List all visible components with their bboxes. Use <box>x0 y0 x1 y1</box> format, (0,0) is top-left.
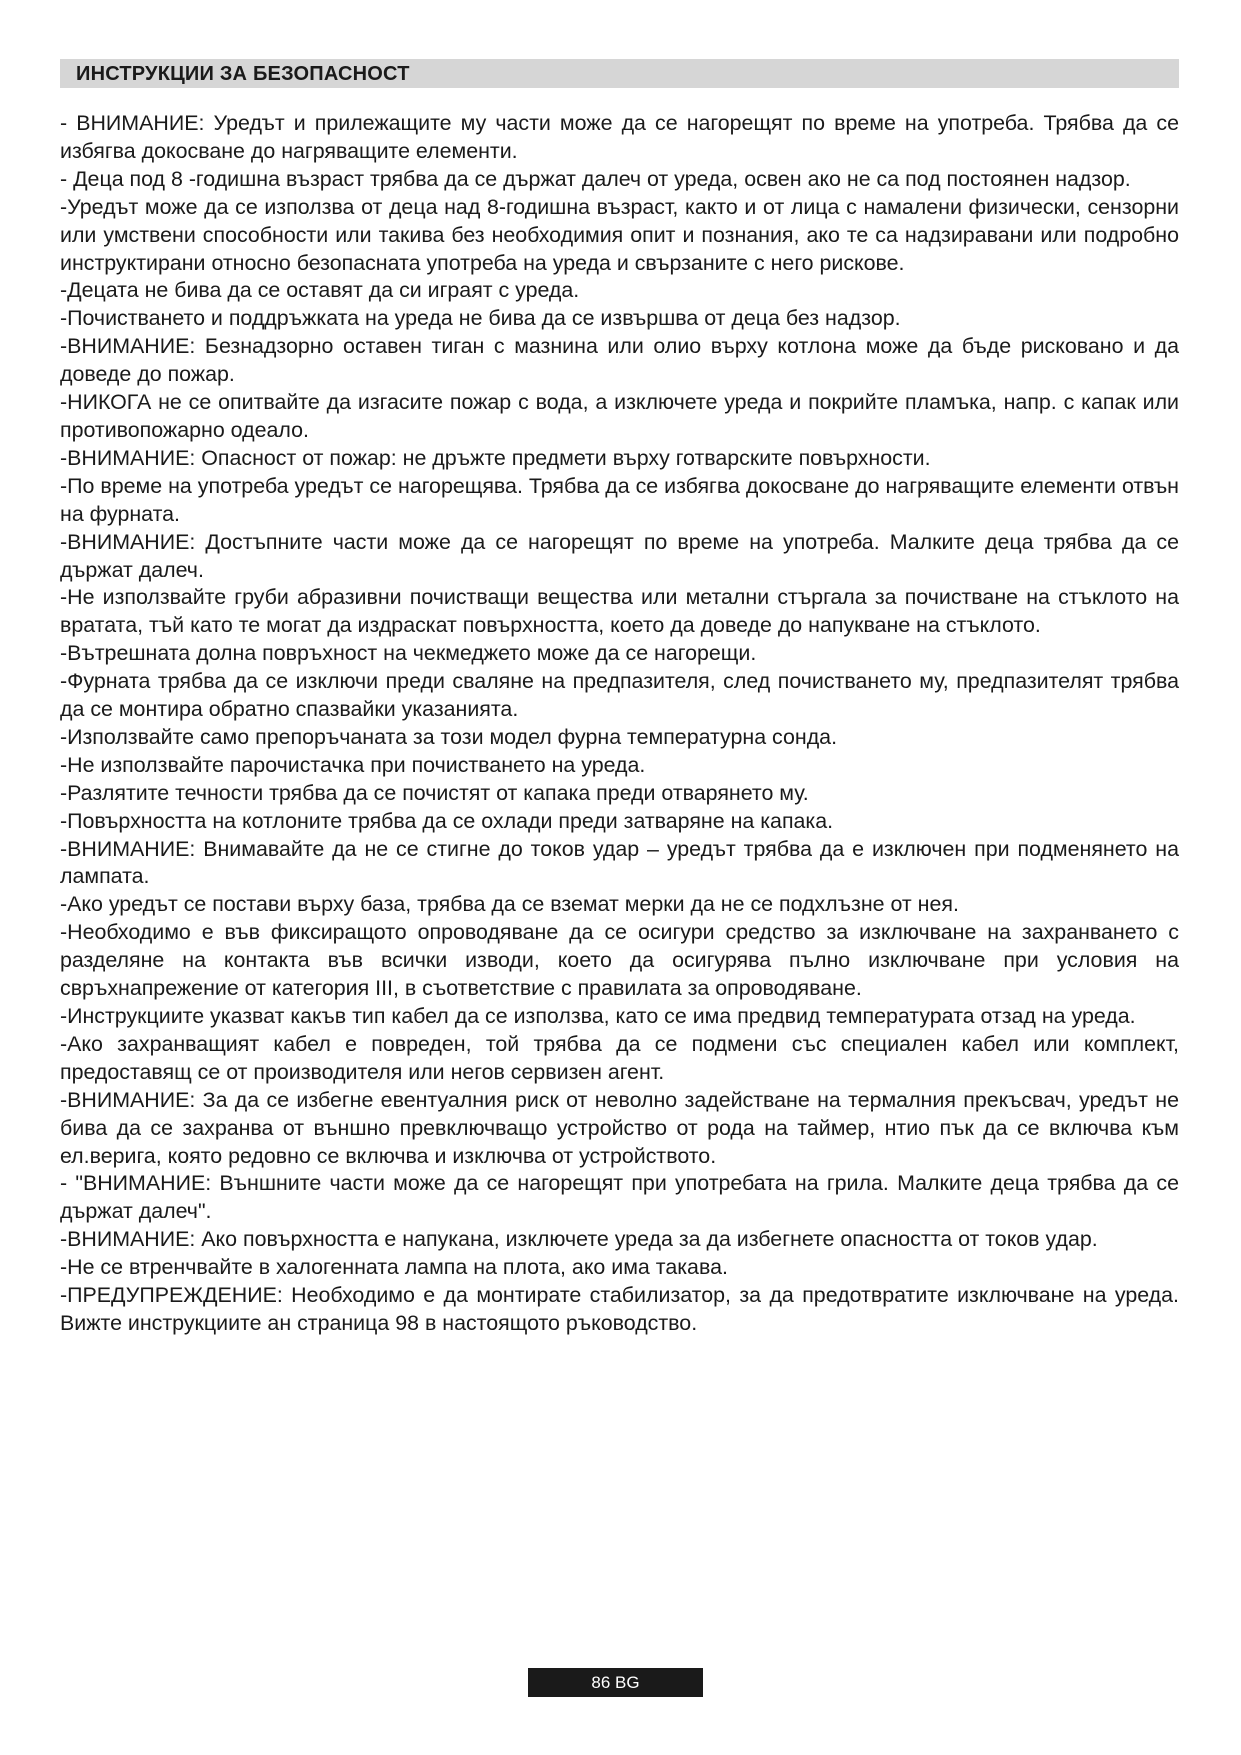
instruction-item: -Не използвайте груби абразивни почистващи вещества или метални стъргала за почистване на стъклото на вратата, тъй като те могат да издраскат повърхността, което да доведе до напукване на стъклото. <box>60 585 1179 638</box>
instruction-item: -ВНИМАНИЕ: Опасност от пожар: не дръжте предмети върху готварските повърхности. <box>60 445 931 470</box>
instruction-item: -Разлятите течности трябва да се почистят от капака преди отварянето му. <box>60 780 809 805</box>
instruction-item: -Уредът може да се използва от деца над 8-годишна възраст, както и от лица с намалени физически, сензорни или умствени способности или такива без необходимия опит и познания, ако те са надзиравани или подробно инструктирани относно безопасната употреба на уреда и свързаните с него рискове. <box>60 194 1179 275</box>
instruction-item: -Почистването и поддръжката на уреда не бива да се извършва от деца без надзор. <box>60 306 901 331</box>
instruction-item: -ВНИМАНИЕ: Ако повърхността е напукана, изключете уреда за да избегнете опасността от токов удар. <box>60 1227 1098 1252</box>
instruction-item: -Децата не бива да се оставят да си играят с уреда. <box>60 278 580 303</box>
instruction-item: -ВНИМАНИЕ: Достъпните части може да се нагорещят по време на употреба. Малките деца трябва да се държат далеч. <box>60 529 1179 582</box>
instruction-item: - "ВНИМАНИЕ: Външните части може да се нагорещят при употребата на грила. Малките деца трябва да се държат далеч". <box>60 1171 1179 1224</box>
page-number: 86 BG <box>528 1668 703 1697</box>
instruction-item: -Необходимо е във фиксиращото опроводяване да се осигури средство за изключване на захранването с разделяне на контакта във всички изводи, което да осигурява пълно изключване при условия на свръхнапрежение от категория III, в съответствие с правилата за опроводяване. <box>60 920 1179 1001</box>
instruction-item: -Фурната трябва да се изключи преди сваляне на предпазителя, след почистването му, предпазителят трябва да се монтира обратно спазвайки указанията. <box>60 669 1179 722</box>
instruction-item: -Повърхността на котлоните трябва да се охлади преди затваряне на капака. <box>60 808 834 833</box>
instruction-item: -ВНИМАНИЕ: Безнадзорно оставен тиган с мазнина или олио върху котлона може да бъде рисковано и да доведе до пожар. <box>60 334 1179 387</box>
instruction-item: -Не се втренчвайте в халогенната лампа на плота, ако има такава. <box>60 1255 728 1280</box>
instruction-item: -ВНИМАНИЕ: Внимавайте да не се стигне до токов удар – уредът трябва да е изключен при подменянето на лампата. <box>60 836 1179 889</box>
instruction-item: -НИКОГА не се опитвайте да изгасите пожар с вода, а изключете уреда и покрийте пламъка, напр. с капак или противопожарно одеало. <box>60 390 1179 442</box>
instruction-item: -По време на употреба уредът се нагорещява. Трябва да се избягва докосване до нагряващите елементи отвън на фурната. <box>60 473 1179 526</box>
instruction-item: -Използвайте само препоръчаната за този модел фурна температурна сонда. <box>60 724 838 749</box>
instructions-body <box>60 110 1179 1338</box>
instruction-item: - Деца под 8 -годишна възраст трябва да се държат далеч от уреда, освен ако не са под постоянен надзор. <box>60 166 1131 191</box>
section-title: ИНСТРУКЦИИ ЗА БЕЗОПАСНОСТ <box>76 63 410 85</box>
instruction-item: -Не използвайте парочистачка при почистването на уреда. <box>60 752 646 777</box>
instruction-item: -ВНИМАНИЕ: За да се избегне евентуалния риск от неволно задействане на термалния прекъсвач, уредът не бива да се захранва от външно превключващо устройство от рода на таймер, нтио пък да се включва към ел.верига, която редовно се включва и изключва от устройството. <box>60 1087 1179 1168</box>
instruction-item: -Ако уредът се постави върху база, трябва да се вземат мерки да не се подхлъзне от нея. <box>60 892 959 917</box>
instruction-item: -Инструкциите указват какъв тип кабел да се използва, като се има предвид температурата отзад на уреда. <box>60 1004 1136 1028</box>
instruction-item: - ВНИМАНИЕ: Уредът и прилежащите му части може да се нагорещят по време на употреба. Трябва да се избягва докосване до нагряващите елементи. <box>60 111 1179 163</box>
instruction-item: -Вътрешната долна повръхност на чекмеджето може да се нагорещи. <box>60 641 757 666</box>
instruction-item: -ПРЕДУПРЕЖДЕНИЕ: Необходимо е да монтирате стабилизатор, за да предотвратите изключване на уреда. Вижте инструкциите ан страница 98 в настоящото ръководство. <box>60 1283 1179 1335</box>
section-header <box>60 59 1179 88</box>
instruction-item: -Ако захранващият кабел е повреден, той трябва да се подмени със специален кабел или комплект, предоставящ се от производителя или негов сервизен агент. <box>60 1031 1179 1084</box>
